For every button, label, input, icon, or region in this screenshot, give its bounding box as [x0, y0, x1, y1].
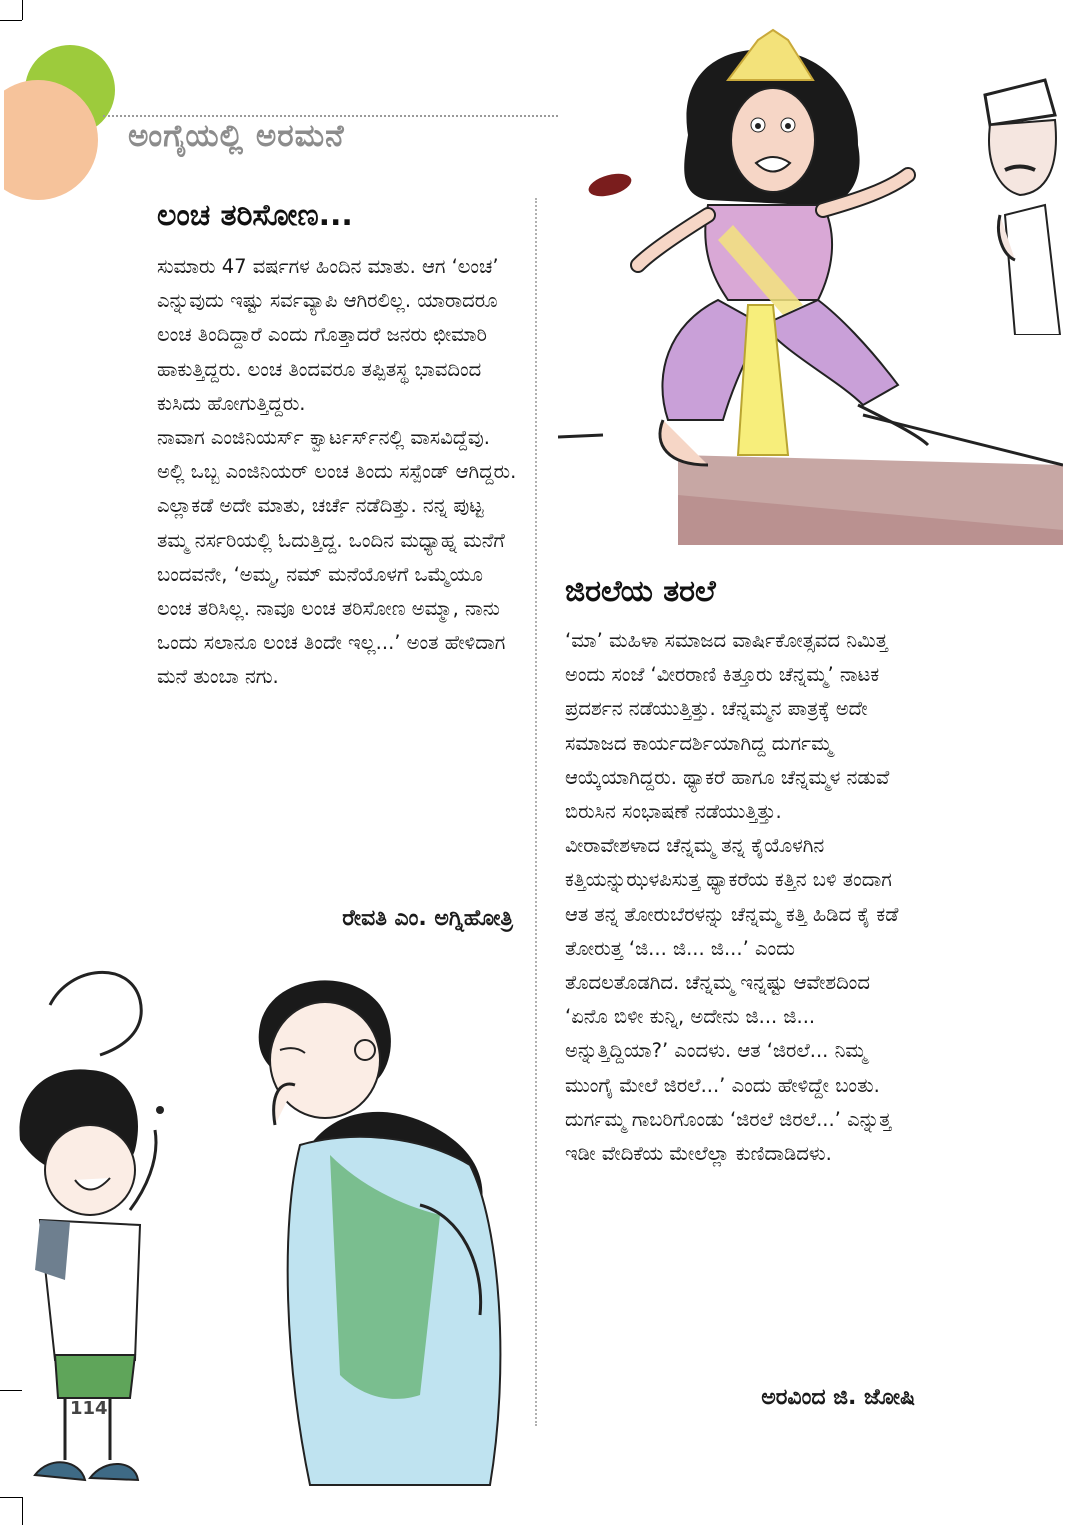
- article-body: [565, 624, 915, 1171]
- illustration-mother-in-saree: [240, 965, 540, 1510]
- header-dotted-rule: [103, 115, 558, 117]
- illustration-boy-asking: [10, 960, 225, 1505]
- crop-mark: [22, 0, 23, 20]
- header-circles-decoration: [0, 40, 120, 205]
- article-title: ಜಿರಲೆಯ ತರಲೆ: [565, 574, 716, 609]
- article-author: ಅರವಿಂದ ಜಿ. ಜೋಷಿ: [761, 1385, 915, 1410]
- article-title: ಲಂಚ ತರಿಸೋಣ...: [157, 198, 353, 233]
- illustration-thackeray: [975, 75, 1065, 335]
- paragraph: ವೀರಾವೇಶಳಾದ ಚೆನ್ನಮ್ಮ ತನ್ನ ಕೈಯೊಳಗಿನ ಕತ್ತಿಯನ್ನುಝಳಪಿಸುತ್ತ ಥ್ಯಾಕರೆಯ ಕತ್ತಿನ ಬಳಿ ತಂದಾಗ ಆತ ತನ್ನ ತೋರುಬೆರಳನ್ನು ಚೆನ್ನಮ್ಮ ಕತ್ತಿ ಹಿಡಿದ ಕೈ ಕಡೆ ತೋರುತ್ತ ‘ಜಿ... ಜಿ... ಜಿ...’ ಎಂದು ತೊದಲತೊಡಗಿದ. ಚೆನ್ನಮ್ಮ ಇನ್ನಷ್ಟು ಆವೇಶದಿಂದ ‘ಏನೊ ಬಿಳೀ ಕುನ್ನಿ, ಅದೇನು ಜಿ... ಜಿ... ಅನ್ನುತ್ತಿದ್ದಿಯಾ?’ ಎಂದಳು. ಆತ ‘ಜಿರಲೆ... ನಿಮ್ಮ ಮುಂಗೈ ಮೇಲೆ ಜಿರಲೆ...’ ಎಂದು ಹೇಳಿದ್ದೇ ಬಂತು. ದುರ್ಗಮ್ಮ ಗಾಬರಿಗೊಂಡು ‘ಜಿರಲೆ ಜಿರಲೆ...’ ಎನ್ನುತ್ತ ಇಡೀ ವೇದಿಕೆಯ ಮೇಲೆಲ್ಲಾ ಕುಣಿದಾಡಿದಳು.: [565, 834, 899, 1166]
- paragraph: ‘ಮಾ’ ಮಹಿಳಾ ಸಮಾಜದ ವಾರ್ಷಿಕೋತ್ಸವದ ನಿಮಿತ್ತ ಅಂದು ಸಂಜೆ ‘ವೀರರಾಣಿ ಕಿತ್ತೂರು ಚೆನ್ನಮ್ಮ’ ನಾಟಕ ಪ್ರದರ್ಶನ ನಡೆಯುತ್ತಿತ್ತು. ಚೆನ್ನಮ್ಮನ ಪಾತ್ರಕ್ಕೆ ಅದೇ ಸಮಾಜದ ಕಾರ್ಯದರ್ಶಿಯಾಗಿದ್ದ ದುರ್ಗಮ್ಮ ಆಯ್ಕೆಯಾಗಿದ್ದರು. ಥ್ಯಾಕರೆ ಹಾಗೂ ಚೆನ್ನಮ್ಮಳ ನಡುವೆ ಬಿರುಸಿನ ಸಂಭಾಷಣೆ ನಡೆಯುತ್ತಿತ್ತು.: [565, 629, 890, 824]
- page-number: 114: [70, 1398, 108, 1419]
- section-title: ಅಂಗೈಯಲ್ಲಿ ಅರಮನೆ: [128, 118, 345, 154]
- article-body: [157, 250, 517, 695]
- crop-mark: [0, 20, 22, 21]
- article-author: ರೇವತಿ ಎಂ. ಅಗ್ನಿಹೋತ್ರಿ: [342, 906, 513, 931]
- paragraph: ಸುಮಾರು 47 ವರ್ಷಗಳ ಹಿಂದಿನ ಮಾತು. ಆಗ ‘ಲಂಚ’ ಎನ್ನುವುದು ಇಷ್ಟು ಸರ್ವವ್ಯಾಪಿ ಆಗಿರಲಿಲ್ಲ. ಯಾರಾದರೂ ಲಂಚ ತಿಂದಿದ್ದಾರೆ ಎಂದು ಗೊತ್ತಾದರೆ ಜನರು ಛೀಮಾರಿ ಹಾಕುತ್ತಿದ್ದರು. ಲಂಚ ತಿಂದವರೂ ತಪ್ಪಿತಸ್ಥ ಭಾವದಿಂದ ಕುಸಿದು ಹೋಗುತ್ತಿದ್ದರು.: [157, 255, 499, 415]
- paragraph: ನಾವಾಗ ಎಂಜಿನಿಯರ್ಸ್ ಕ್ವಾರ್ಟರ್ಸ್‌ನಲ್ಲಿ ವಾಸವಿದ್ದೆವು. ಅಲ್ಲಿ ಒಬ್ಬ ಎಂಜಿನಿಯರ್ ಲಂಚ ತಿಂದು ಸಸ್ಪೆಂಡ್ ಆಗಿದ್ದರು. ಎಲ್ಲಾಕಡೆ ಅದೇ ಮಾತು, ಚರ್ಚೆ ನಡೆದಿತ್ತು. ನನ್ನ ಪುಟ್ಟ ತಮ್ಮ ನರ್ಸರಿಯಲ್ಲಿ ಓದುತ್ತಿದ್ದ. ಒಂದಿನ ಮಧ್ಯಾಹ್ನ ಮನೆಗೆ ಬಂದವನೇ, ‘ಅಮ್ಮ, ನಮ್ ಮನೆಯೊಳಗೆ ಒಮ್ಮೆಯೂ ಲಂಚ ತರಿಸಿಲ್ಲ. ನಾವೂ ಲಂಚ ತರಿಸೋಣ ಅಮ್ಮಾ, ನಾನು ಒಂದು ಸಲಾನೂ ಲಂಚ ತಿಂದೇ ಇಲ್ಲ...’ ಅಂತ ಹೇಳಿದಾಗ ಮನೆ ತುಂಬಾ ನಗು.: [157, 426, 517, 689]
